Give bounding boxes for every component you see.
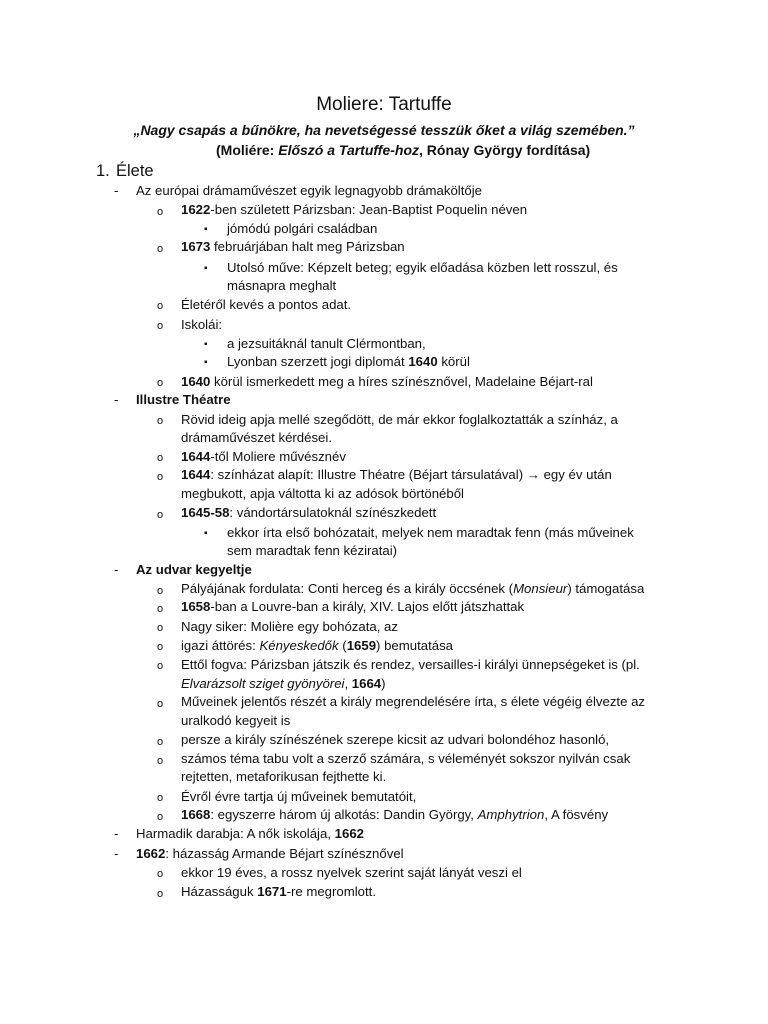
list-item: ekkor 19 éves, a rossz nyelvek szerint saját lányát veszi el	[181, 865, 522, 880]
circle-bullet: o	[157, 243, 164, 255]
circle-bullet: o	[157, 206, 164, 218]
list-item-continuation: sem maradtak fenn kéziratai)	[227, 543, 398, 558]
square-bullet: ▪	[204, 224, 208, 235]
circle-bullet: o	[157, 660, 164, 672]
section-number: 1.	[96, 162, 110, 180]
list-item: Iskolái:	[181, 317, 223, 332]
list-item: 1662: házasság Armande Béjart színésznővel	[136, 846, 404, 861]
list-item: a jezsuitáknál tanult Clérmontban,	[227, 336, 426, 351]
list-item: Ettől fogva: Párizsban játszik és rendez, versailles-i királyi ünnepségeket is (pl.	[181, 657, 640, 672]
square-bullet: ▪	[204, 263, 208, 274]
list-item-continuation: másnapra meghalt	[227, 278, 337, 293]
list-item: igazi áttörés: Kényeskedők (1659) bemutatása	[181, 638, 453, 653]
circle-bullet: o	[157, 641, 164, 653]
circle-bullet: o	[157, 452, 164, 464]
list-item-continuation: drámaművészet kérdései.	[181, 430, 332, 445]
list-item: 1673 februárjában halt meg Párizsban	[181, 239, 405, 254]
list-item-continuation: rejtetten, metaforikusan fejthette ki.	[181, 769, 387, 784]
circle-bullet: o	[157, 377, 164, 389]
list-item: Évről évre tartja új műveinek bemutatóit,	[181, 789, 417, 804]
circle-bullet: o	[157, 585, 164, 597]
list-item: persze a király színészének szerepe kicsit az udvari bolondéhoz hasonló,	[181, 732, 610, 747]
circle-bullet: o	[157, 698, 164, 710]
circle-bullet: o	[157, 736, 164, 748]
page-title: Moliere: Tartuffe	[316, 94, 452, 115]
list-item: Pályájának fordulata: Conti herceg és a király öccsének (Monsieur) támogatása	[181, 581, 645, 596]
square-bullet: ▪	[204, 357, 208, 368]
list-item: Lyonban szerzett jogi diplomát 1640 körül	[227, 354, 470, 369]
circle-bullet: o	[157, 622, 164, 634]
dash-bullet: -	[114, 826, 119, 841]
dash-bullet: -	[114, 183, 119, 198]
list-item: 1644-től Moliere művésznév	[181, 449, 346, 464]
circle-bullet: o	[157, 471, 164, 483]
circle-bullet: o	[157, 811, 164, 823]
dash-bullet: -	[114, 392, 119, 407]
list-item-continuation: uralkodó kegyeit is	[181, 713, 291, 728]
list-item: Életéről kevés a pontos adat.	[181, 297, 352, 312]
list-item: Házasságuk 1671-re megromlott.	[181, 884, 376, 899]
list-item: ekkor írta első bohózatait, melyek nem maradtak fenn (más műveinek	[227, 525, 634, 540]
list-item: 1640 körül ismerkedett meg a híres színésznővel, Madelaine Béjart-ral	[181, 374, 593, 389]
square-bullet: ▪	[204, 528, 208, 539]
source-text-end: , Rónay György fordítása)	[419, 142, 591, 158]
list-item: Nagy siker: Molière egy bohózata, az	[181, 619, 398, 634]
list-item: számos téma tabu volt a szerző számára, s véleményét sokszor nyilván csak	[181, 751, 631, 766]
list-item: 1622-ben született Párizsban: Jean-Baptist Poquelin néven	[181, 202, 528, 217]
dash-bullet: -	[114, 562, 119, 577]
list-item: Az európai drámaművészet egyik legnagyobb drámaköltője	[136, 183, 482, 198]
circle-bullet: o	[157, 755, 164, 767]
subsection-heading: Illustre Théatre	[136, 392, 231, 407]
list-item: jómódú polgári családban	[227, 221, 378, 236]
list-item: Utolsó műve: Képzelt beteg; egyik előadása közben lett rosszul, és	[227, 260, 618, 275]
section-label: Élete	[116, 162, 154, 180]
subsection-heading: Az udvar kegyeltje	[136, 562, 252, 577]
circle-bullet: o	[157, 300, 164, 312]
list-item: Rövid ideig apja mellé szegődött, de már ekkor foglalkoztatták a színház, a	[181, 412, 618, 427]
circle-bullet: o	[157, 603, 164, 615]
motto-quote: „Nagy csapás a bűnökre, ha nevetségessé tesszük őket a világ szemében.”	[133, 122, 635, 138]
circle-bullet: o	[157, 868, 164, 880]
arrow-right-icon: →	[526, 467, 540, 482]
dash-bullet: -	[114, 846, 119, 861]
list-item: 1645-58: vándortársulatoknál színészkedett	[181, 505, 437, 520]
list-item: Harmadik darabja: A nők iskolája, 1662	[136, 826, 364, 841]
list-item-continuation: Elvarázsolt sziget gyönyörei, 1664)	[181, 676, 386, 691]
source-work-title: Előszó a Tartuffe-hoz	[278, 142, 420, 158]
circle-bullet: o	[157, 320, 164, 332]
circle-bullet: o	[157, 792, 164, 804]
source-text: (Moliére:	[216, 142, 279, 158]
list-item: 1644: színházat alapít: Illustre Théatre (Béjart társulatával) → egy év után	[181, 467, 612, 482]
square-bullet: ▪	[204, 339, 208, 350]
circle-bullet: o	[157, 415, 164, 427]
quote-source	[216, 141, 736, 159]
list-item: Műveinek jelentős részét a király megrendelésére írta, s élete végéig élvezte az	[181, 694, 645, 709]
circle-bullet: o	[157, 509, 164, 521]
section-heading	[96, 160, 154, 182]
list-item-continuation: megbukott, apja váltotta ki az adósok börtönéből	[181, 486, 464, 501]
list-item: 1658-ban a Louvre-ban a király, XIV. Lajos előtt játszhattak	[181, 599, 525, 614]
circle-bullet: o	[157, 888, 164, 900]
list-item: 1668: egyszerre három új alkotás: Dandin György, Amphytrion, A fösvény	[181, 807, 609, 822]
